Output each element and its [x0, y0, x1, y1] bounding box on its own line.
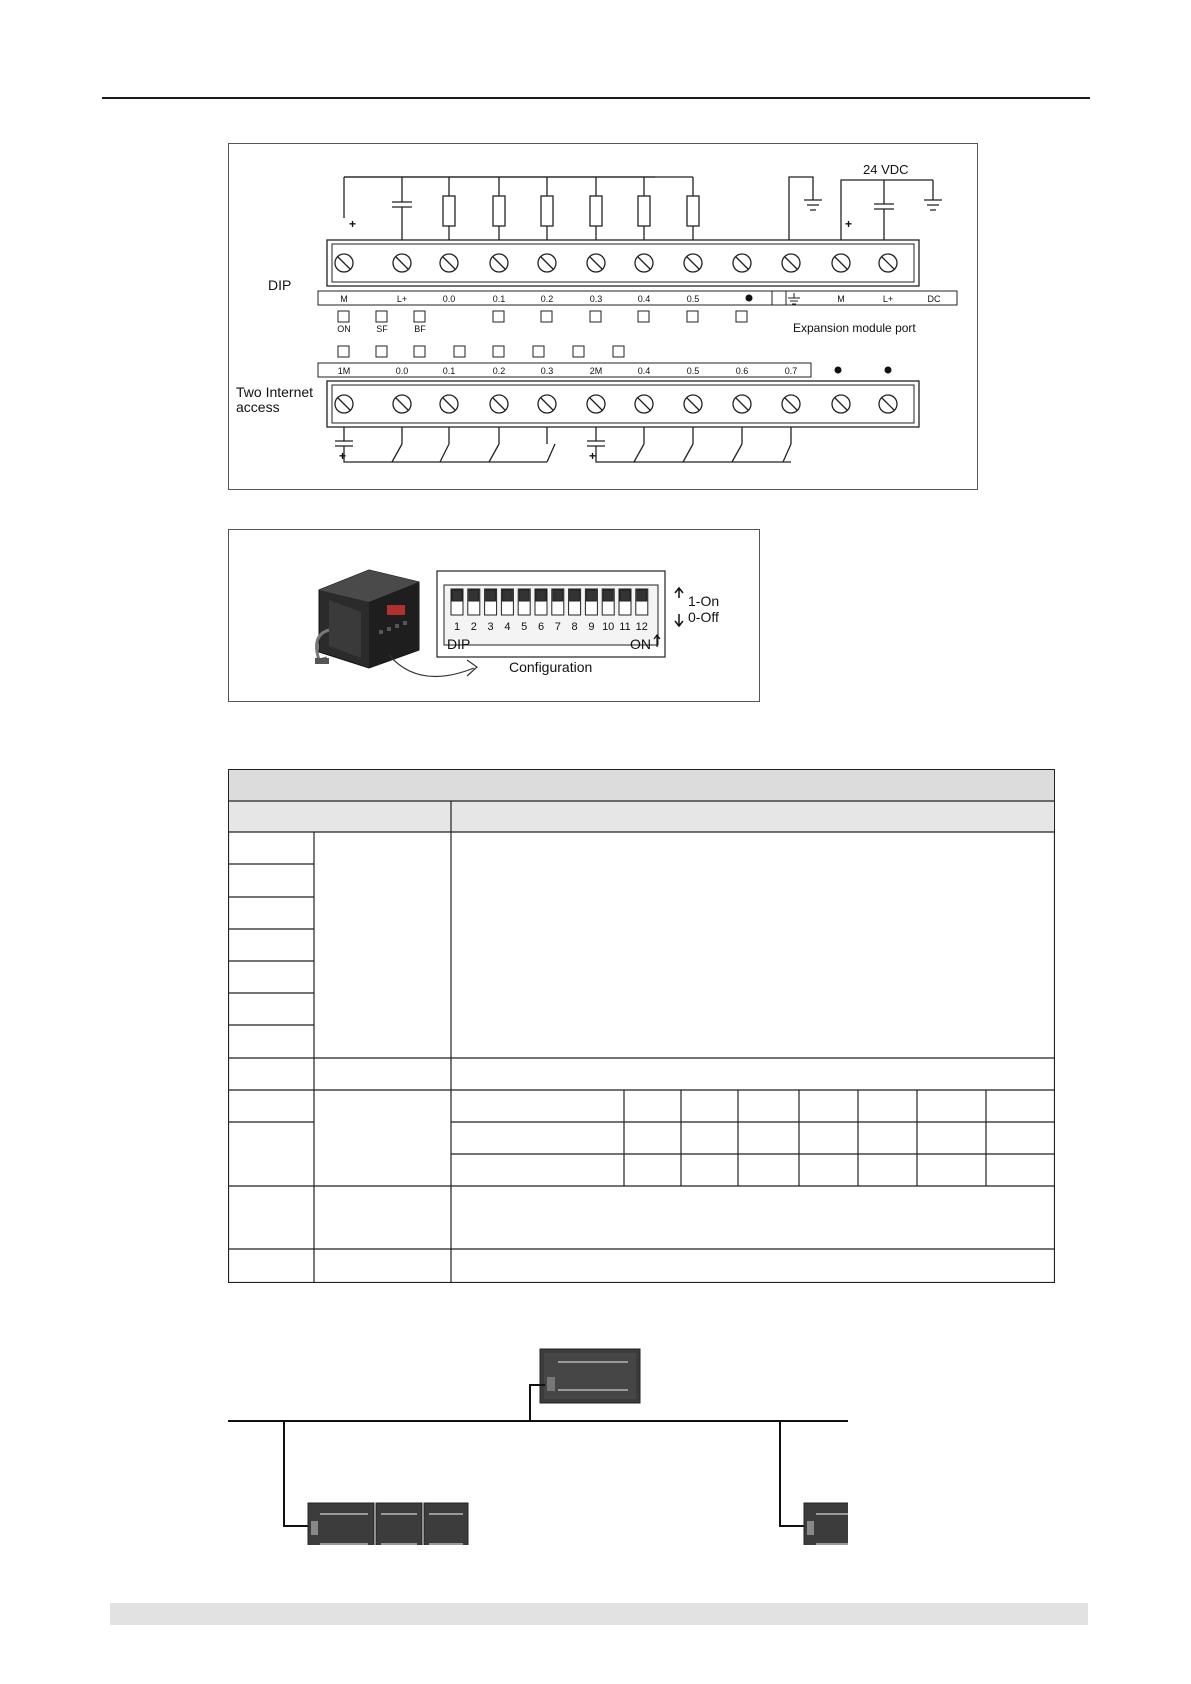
status-led [414, 311, 425, 322]
dip-switch-figure [228, 529, 760, 702]
output-led [638, 311, 649, 322]
svg-text:24 VDC: 24 VDC [863, 162, 909, 177]
top-strip-label: L+ [396, 294, 408, 304]
dip-switch-number: 5 [521, 621, 528, 633]
two-internet-label-1: Two Internet [236, 384, 314, 400]
top-strip-label: 0.2 [540, 294, 554, 304]
bottom-strip-label: 1M [337, 366, 351, 376]
top-strip-label: 0.1 [492, 294, 506, 304]
svg-text:+: + [349, 217, 357, 231]
top-strip-label: 0.0 [442, 294, 456, 304]
dip-switch-number: 11 [619, 621, 631, 633]
bottom-strip-label: 0.3 [540, 366, 554, 376]
on-legend: 1-On [688, 593, 720, 609]
wiring-diagram [229, 144, 977, 489]
bottom-strip-label: 0.0 [395, 366, 409, 376]
dip-switch-knob [469, 590, 479, 601]
dip-switch-knob [637, 590, 647, 601]
input-led [338, 346, 349, 357]
dip-switch-knob [553, 590, 563, 601]
settings-table [228, 769, 1055, 1283]
expansion-module-label: Expansion module port [793, 321, 916, 335]
led-label: BF [414, 324, 426, 334]
dip-switch-number: 9 [588, 621, 595, 633]
dip-switch-knob [603, 590, 613, 601]
dip-switch-knob [570, 590, 580, 601]
master-plc [540, 1349, 640, 1403]
dip-switch-number: 7 [554, 621, 561, 633]
svg-text:+: + [589, 449, 597, 463]
input-led [573, 346, 584, 357]
expansion-strip-label: DC [927, 294, 941, 304]
top-strip-label: 0.4 [637, 294, 651, 304]
output-led [541, 311, 552, 322]
slave-plc-group-left [308, 1503, 468, 1545]
network-topology [228, 1345, 848, 1545]
input-led [454, 346, 465, 357]
dip-switch-knob [536, 590, 546, 601]
dip-switch-knob [586, 590, 596, 601]
dip-switch-diagram [229, 530, 759, 701]
on-text: ON [630, 636, 651, 652]
top-strip-label: 0.3 [589, 294, 603, 304]
svg-text:+: + [339, 449, 347, 463]
configuration-caption: Configuration [509, 659, 593, 675]
dip-switch-knob [502, 590, 512, 601]
output-led [590, 311, 601, 322]
dip-switch-number: 4 [504, 621, 511, 633]
status-led [376, 311, 387, 322]
table-grid [228, 769, 1055, 1283]
dip-switch-number: 3 [487, 621, 494, 633]
header-rule [102, 97, 1090, 99]
output-led [493, 311, 504, 322]
footer-bar [110, 1603, 1088, 1625]
dip-switch-knob [620, 590, 630, 601]
led-label: SF [376, 324, 388, 334]
bottom-strip-label: 2M [589, 366, 603, 376]
plc-module-picture [315, 570, 419, 668]
expansion-strip-label: M [837, 294, 845, 304]
dip-switch-knob [452, 590, 462, 601]
input-led [533, 346, 544, 357]
led-label: ON [337, 324, 351, 334]
network-diagram [228, 1345, 848, 1545]
dip-switch-number: 2 [470, 621, 477, 633]
svg-text:+: + [845, 217, 853, 231]
output-led [687, 311, 698, 322]
dip-text: DIP [447, 636, 471, 652]
dip-label: DIP [268, 277, 292, 293]
load-resistors [443, 177, 699, 240]
top-strip-label: 0.5 [686, 294, 700, 304]
bottom-strip-label: 0.2 [492, 366, 506, 376]
input-led [414, 346, 425, 357]
output-led [736, 311, 747, 322]
dip-switch-knob [519, 590, 529, 601]
bottom-strip-label: 0.5 [686, 366, 700, 376]
bottom-strip-label: 0.6 [735, 366, 749, 376]
top-strip-label: M [340, 294, 348, 304]
wiring-diagram-figure [228, 143, 978, 490]
dip-switch-number: 1 [453, 621, 461, 633]
input-led [376, 346, 387, 357]
bottom-strip-label: 0.4 [637, 366, 651, 376]
bottom-strip-label: 0.1 [442, 366, 456, 376]
input-led [613, 346, 624, 357]
dip-switch-number: 10 [602, 621, 615, 633]
slave-plc-group-right [804, 1503, 848, 1545]
bottom-strip-label: 0.7 [784, 366, 798, 376]
input-led [493, 346, 504, 357]
dip-switch-number: 6 [537, 621, 545, 633]
dip-switch-knob [486, 590, 496, 601]
expansion-strip-label: L+ [882, 294, 894, 304]
dip-switch-number: 12 [635, 621, 648, 633]
off-legend: 0-Off [688, 609, 719, 625]
two-internet-label-2: access [236, 399, 280, 415]
status-led [338, 311, 349, 322]
dip-switch-number: 8 [571, 621, 578, 633]
